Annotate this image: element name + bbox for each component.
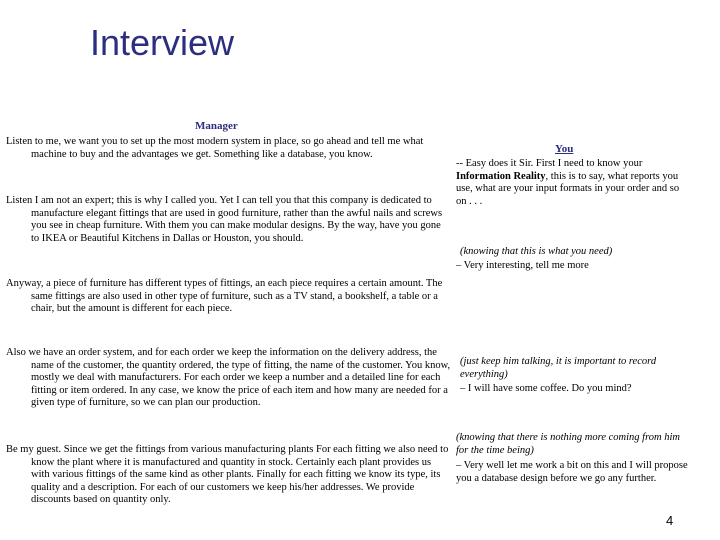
manager-paragraph-1: Listen to me, we want you to set up the most modern system in place, so go ahead and tell me what machine to buy and the advantages we get. Something like a database, you know. xyxy=(6,136,424,160)
manager-paragraph-5: Be my guest. Since we get the fittings from various manufacturing plants For each fitting we also need to know the plant where it is manufactured and quantity in stock. Certainly each plant provides us with various fittings of the same kind as other plants. Finally for each fitting we know its type, its quality and a description. For each of our customers we keep his/her addresses. We provide discounts based on quantity only. xyxy=(6,444,449,505)
you-reply-3: – I will have some coffee. Do you mind? xyxy=(460,383,632,394)
you-note-3: (just keep him talking, it is important to record everything) xyxy=(460,356,657,380)
manager-heading: Manager xyxy=(195,120,238,132)
you-reply-4: – Very well let me work a bit on this and I will propose you a database design before we go any further. xyxy=(456,460,688,484)
you-reply-1-prefix: -- Easy does it Sir. First I need to know your xyxy=(456,158,643,169)
manager-paragraph-2: Listen I am not an expert; this is why I called you. Yet I can tell you that this company is dedicated to manufacture elegant fittings that are used in good furniture, rather than the awful nails and screws you see in cheap furniture. With them you can make modular designs. By the way, have you gone to IKEA or Beautiful Kitchens in Dallas or Houston, you should. xyxy=(6,195,443,244)
manager-paragraph-4: Also we have an order system, and for each order we keep the information on the delivery address, the name of the customer, the quantity ordered, the type of fitting, the name of the customer. You know, mostly we deal with manufacturers. For each order we keep a number and a detailed line for each fitting or item ordered. In any case, we know the price of each item and how many are needed for a given type of furniture, so we can plan our production. xyxy=(6,347,451,408)
you-reply-1 xyxy=(456,158,691,208)
manager-paragraph-3: Anyway, a piece of furniture has different types of fittings, an each piece requires a certain amount. The same fittings are also used in other type of furniture, such as a TV stand, a bookshelf, a table or a chair, but the amount is different for each piece. xyxy=(6,278,443,314)
slide-title: Interview xyxy=(90,22,235,63)
you-heading: You xyxy=(555,143,574,155)
you-note-4: (knowing that there is nothing more coming from him for the time being) xyxy=(456,432,680,456)
you-note-2: (knowing that this is what you need) xyxy=(460,246,613,257)
information-reality-term: Information Reality xyxy=(456,170,546,182)
you-reply-2: – Very interesting, tell me more xyxy=(456,260,589,271)
you-reply-1-suffix: , this is to say, what reports you use, what are your input formats in your order and so on . . . xyxy=(456,170,680,207)
page-number: 4 xyxy=(666,513,674,528)
